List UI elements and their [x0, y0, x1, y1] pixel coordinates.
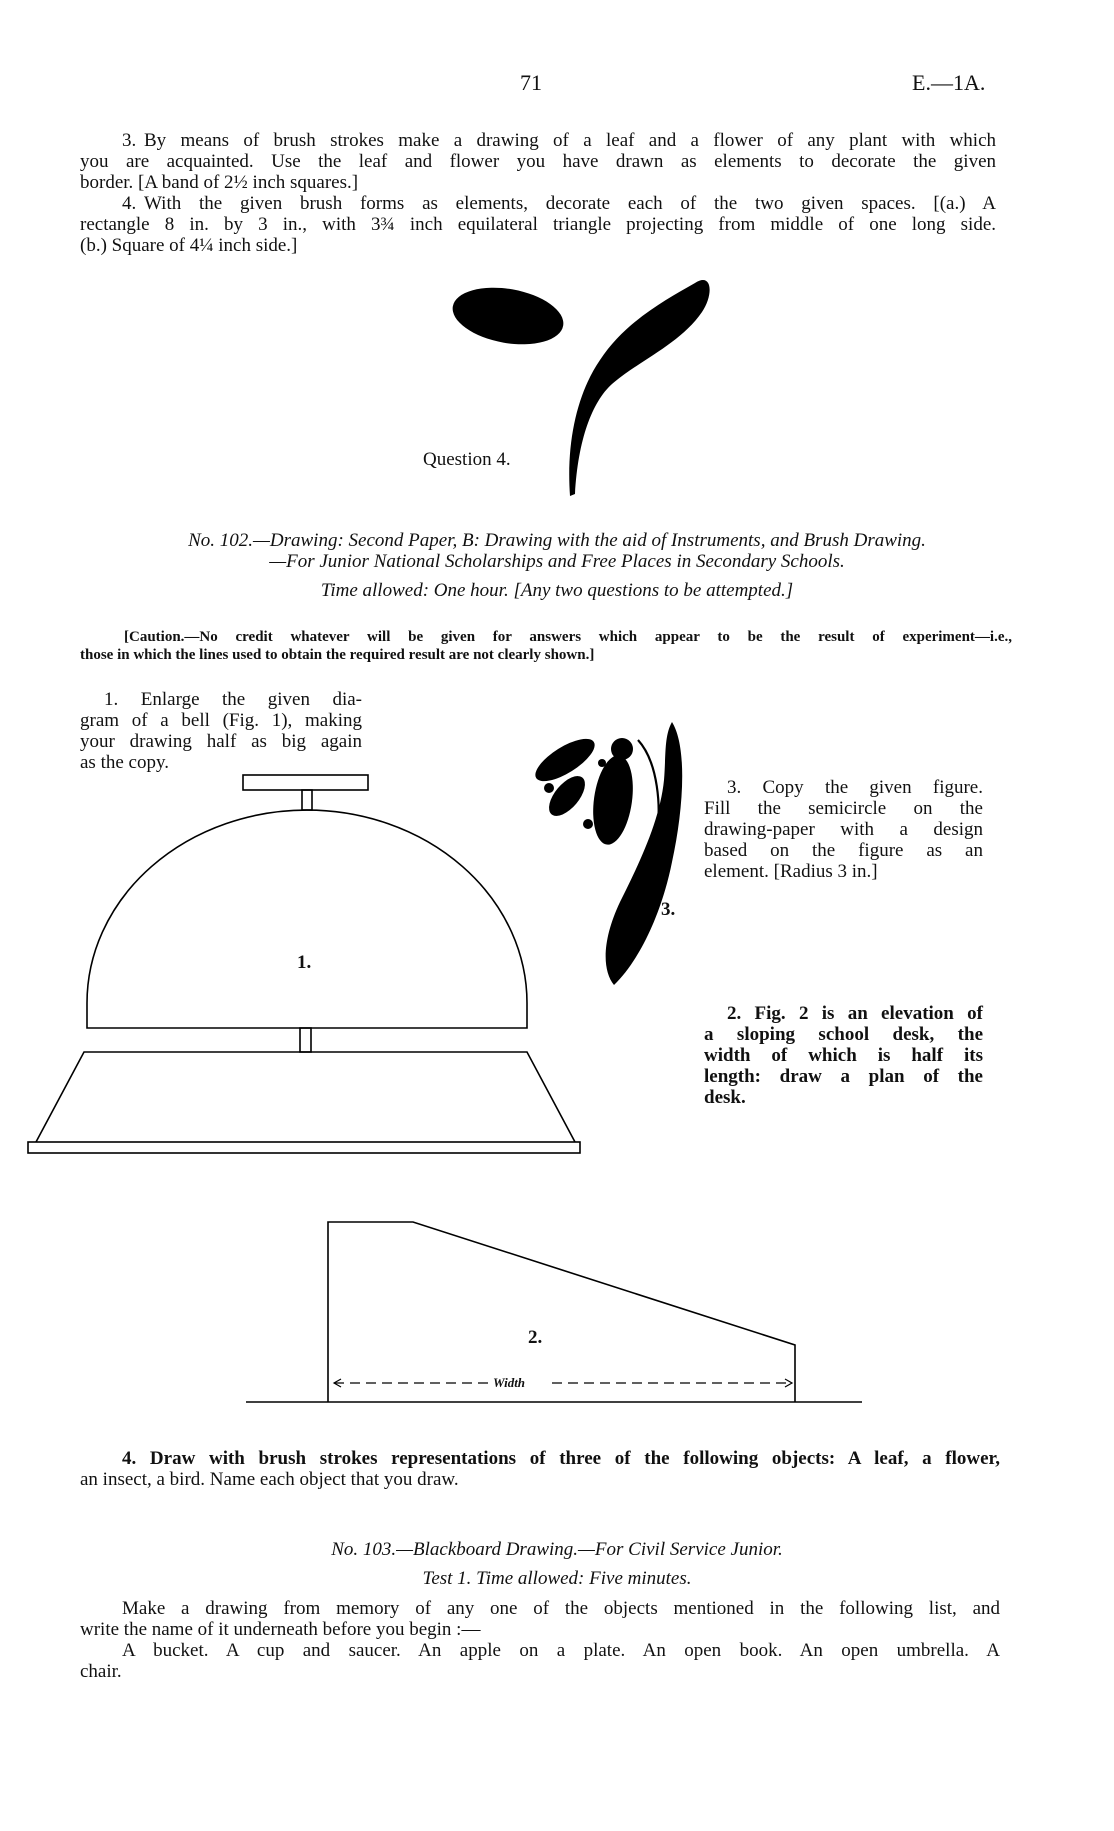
q1-line-1: 1. Enlarge the given dia-	[104, 689, 362, 710]
question-3-number: 3.	[122, 130, 137, 151]
q1-line-2: gram of a bell (Fig. 1), making	[80, 710, 362, 731]
caution-line-1: [Caution.—No credit whatever will be given for answers which appear to be the result of experiment—i.e.,	[124, 629, 1012, 645]
flower-dot-left	[544, 783, 554, 793]
q4-line-2: an insect, a bird. Name each object that you draw.	[80, 1469, 459, 1490]
paper-102-time-allowed: Time allowed: One hour. [Any two questions to be attempted.]	[320, 580, 794, 601]
question-4-figure-caption: Question 4.	[423, 449, 511, 470]
width-arrow-right	[785, 1379, 792, 1387]
paper-103-line-4: chair.	[80, 1661, 122, 1682]
q2-line-5: desk.	[704, 1087, 746, 1108]
q1-line-4: as the copy.	[80, 752, 169, 773]
q3-line-4: based on the figure as an	[704, 840, 983, 861]
question-3-line-3: border. [A band of 2½ inch squares.]	[80, 172, 359, 193]
q3-line-5: element. [Radius 3 in.]	[704, 861, 878, 882]
width-label: Width	[493, 1375, 526, 1390]
paper-102-title-line-2: —For Junior National Scholarships and Free Places in Secondary Schools.	[269, 551, 845, 572]
bell-top-plate	[243, 775, 368, 790]
fig-2-desk-elevation	[246, 1222, 862, 1402]
fig-3-brush-flower	[529, 722, 682, 985]
bell-base	[36, 1052, 575, 1142]
q2-line-4: length: draw a plan of the	[704, 1066, 983, 1087]
flower-petal-middle	[588, 753, 638, 847]
flower-petal-left	[529, 731, 600, 789]
question-4-number: 4.	[122, 193, 137, 214]
bell-base-plate	[28, 1142, 580, 1153]
question-4-line-3: (b.) Square of 4¼ inch side.]	[80, 235, 298, 256]
paper-103-title: No. 103.—Blackboard Drawing.—For Civil Service Junior.	[331, 1539, 783, 1560]
paper-102-title-line-1: No. 102.—Drawing: Second Paper, B: Drawing with the aid of Instruments, and Brush Drawing.	[188, 530, 926, 551]
fig-2-label: 2.	[528, 1327, 543, 1348]
document-reference: E.—1A.	[912, 70, 986, 95]
page-number: 71	[520, 70, 542, 95]
paper-103-line-2: write the name of it underneath before you begin :—	[80, 1619, 481, 1640]
flower-dot-right	[598, 759, 606, 767]
bell-dome	[87, 810, 527, 1028]
q2-line-1: 2. Fig. 2 is an elevation of	[727, 1003, 983, 1024]
question-4-line-1: With the given brush forms as elements, decorate each of the two given spaces. [(a.) A	[144, 193, 996, 214]
q4-line-1: 4. Draw with brush strokes representations of three of the following objects: A leaf, a flower,	[122, 1448, 1000, 1469]
bell-top-stem	[302, 790, 312, 810]
fig-3-label: 3.	[661, 899, 676, 920]
question-3-line-1: By means of brush strokes make a drawing of a leaf and a flower of any plant with which	[144, 130, 996, 151]
paper-103-line-1: Make a drawing from memory of any one of the objects mentioned in the following list, and	[122, 1598, 1000, 1619]
q2-line-2: a sloping school desk, the	[704, 1024, 983, 1045]
q1-line-3: your drawing half as big again	[80, 731, 362, 752]
paper-103-test-line: Test 1. Time allowed: Five minutes.	[422, 1568, 692, 1589]
bell-middle-stem	[300, 1028, 311, 1052]
question-4-line-2: rectangle 8 in. by 3 in., with 3¾ inch equilateral triangle projecting from middle of one long side.	[80, 214, 996, 235]
q3-line-2: Fill the semicircle on the	[704, 798, 983, 819]
fig-1-label: 1.	[297, 952, 312, 973]
paper-103-line-3: A bucket. A cup and saucer. An apple on a plate. An open book. An open umbrella. A	[122, 1640, 1000, 1661]
q3-line-1: 3. Copy the given figure.	[727, 777, 983, 798]
flower-dot-top	[611, 738, 633, 760]
flower-dot-bottom	[583, 819, 593, 829]
caution-line-2: those in which the lines used to obtain the required result are not clearly shown.]	[80, 647, 595, 663]
desk-outline	[328, 1222, 795, 1402]
q3-line-3: drawing-paper with a design	[704, 819, 983, 840]
question-3-line-2: you are acquainted. Use the leaf and flower you have drawn as elements to decorate the given	[80, 151, 996, 172]
q2-line-3: width of which is half its	[704, 1045, 983, 1066]
